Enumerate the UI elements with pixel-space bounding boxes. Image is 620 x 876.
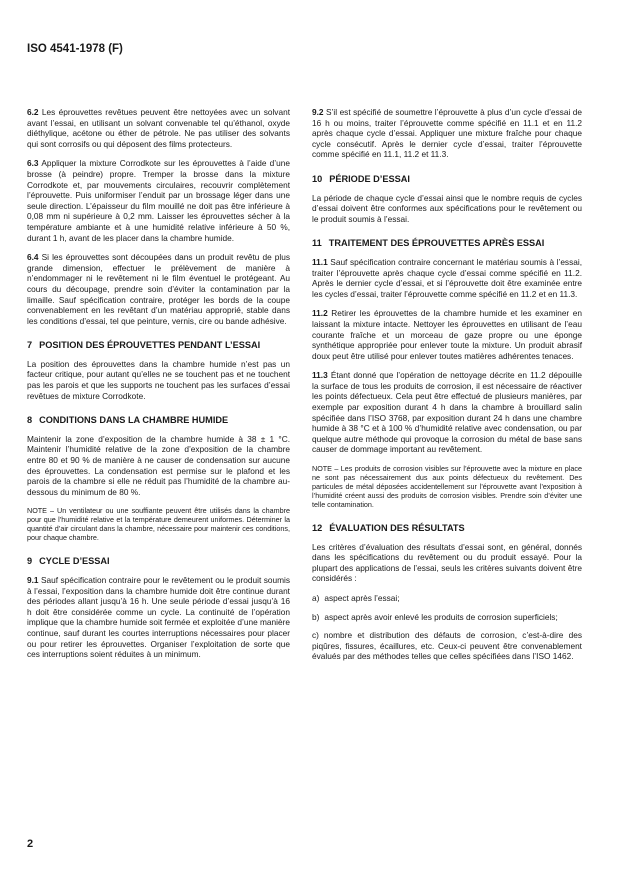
list-item [312, 593, 582, 604]
clause-number: 11.2 [312, 308, 328, 319]
section-number: 7 [27, 340, 33, 351]
list-item-text: nombre et distribution des défauts de corrosion, c’est-à-dire des piqûres, fissures, écaillures, etc. Ceux-ci peuvent être convenablement évalués par des méthodes telles que celles spécifiées dans l’ISO 1462. [312, 630, 582, 662]
section-title: TRAITEMENT DES ÉPROUVETTES APRÈS ESSAI [328, 238, 545, 249]
clause-number: 6.3 [27, 158, 39, 169]
clause-number: 9.1 [27, 575, 39, 585]
clause-11-3 [312, 370, 582, 455]
section-heading-7 [27, 340, 290, 351]
clause-9-2 [312, 107, 582, 160]
section-number: 11 [312, 238, 322, 249]
clause-text: Étant donné que l’opération de nettoyage décrite en 11.2 dépouille la surface de tous les produits de corrosion, il est nécessaire de réactiver les points défectueux. Cela peut être effectué de plusieurs manières, par exemple par exposition durant 4 h dans la chambre à brouillard salin spécifiée dans l’ISO 3768, par exposition durant 24 h dans une chambre humide à 38 °C et à 100 % d’humidité relative avec condensation, ou par quelque autre méthode qui provoque la corrosion du métal de base sans causer de dommage important au revêtement. [312, 370, 582, 455]
section-title: POSITION DES ÉPROUVETTES PENDANT L’ESSAI [39, 340, 261, 351]
section-7-text: La position des éprouvettes dans la chambre humide n’est pas un facteur critique, pour autant qu’elles ne se touchent pas et ne touchent pas les parois et que les supports ne touchent pas les surfaces d’essai revêtues de mixture Corrodkote. [27, 358, 290, 401]
section-title: CYCLE D’ESSAI [39, 556, 110, 567]
clause-text: Retirer les éprouvettes de la chambre humide et les examiner en laissant la mixture intacte. Nettoyer les éprouvettes en utilisant de l’eau courante fraîche et un morceau de gaze propre ou une éponge synthétique appropriée pour enlever toute la mixture. Un produit abrasif doux peut être utilisé pour enlever toutes matières adhérentes tenaces. [312, 308, 583, 361]
list-item-text: aspect après l’essai; [324, 593, 400, 603]
right-column [312, 107, 582, 670]
list-item-label: b) [312, 611, 320, 622]
clause-number: 11.3 [312, 370, 328, 381]
section-number: 12 [312, 523, 323, 534]
section-number: 9 [27, 556, 33, 567]
section-10-text: La période de chaque cycle d’essai ainsi que le nombre requis de cycles d’essai doivent être conformes aux spécifications pour le revêtement ou le produit soumis à l’essai. [312, 192, 582, 224]
clause-number: 9.2 [312, 107, 324, 117]
page-number: 2 [27, 838, 34, 850]
section-8-note: NOTE – Un ventilateur ou une souffiante peuvent être utilisés dans la chambre pour que l’humidité relative et la température demeurent uniformes. Déterminer la quantité d’air circulant dans la chambre, nécessaire pour maintenir ces conditions, pour chaque chambre. [27, 506, 290, 543]
section-heading-11 [312, 238, 582, 249]
clause-9-1 [27, 575, 290, 660]
left-column [27, 107, 290, 669]
clause-11-2 [312, 308, 582, 361]
list-item [312, 612, 582, 623]
clause-11-1 [312, 257, 582, 299]
section-12-text: Les critères d’évaluation des résultats d’essai sont, en général, donnés dans les spécifications du revêtement ou du produit essayé. Pour la plupart des applications de l’essai, seuls les critères suivants doivent être considérés : [312, 541, 582, 584]
section-number: 8 [27, 415, 33, 426]
clause-text: Si les éprouvettes sont découpées dans un produit revêtu de plus grande dimension, effectuer le prélèvement de manière à n’endommager ni le revêtement ni le film éventuel le protégeant. Au cours du découpage, prendre soin d’éviter la contamination par la limaille. Sauf spécification contraire, protéger les bords de la coupe convenablement en les revêtant d’un matériau approprié, stable dans les conditions d’essai, tel que peinture, vernis, cire ou bande adhésive. [27, 252, 290, 326]
section-number: 10 [312, 173, 323, 184]
document-header: ISO 4541-1978 (F) [27, 43, 123, 55]
clause-6-2 [27, 107, 290, 149]
clause-text: Sauf spécification contraire concernant le matériau soumis à l’essai, traiter l’éprouvette après chaque cycle d’essai comme spécifié en 11.2. Après le dernier cycle d’essai, et si l’éprouvette doit être examinée entre les cycles d’essai, traiter l’éprouvette comme spécifié en 11.2 et en 11.3. [312, 256, 582, 299]
clause-number: 11.1 [312, 256, 328, 267]
section-title: PÉRIODE D’ESSAI [329, 173, 410, 184]
clause-text: Les éprouvettes revêtues peuvent être nettoyées avec un solvant avant l’essai, en utilisant un solvant convenable tel qu’éthanol, oxyde diéthylique, acétone ou éther de pétrole. Ne pas utiliser des solvants qui sont corrosifs ou qui déposent des films protecteurs. [27, 107, 290, 149]
section-title: ÉVALUATION DES RÉSULTATS [329, 523, 465, 534]
clause-text: Sauf spécification contraire pour le revêtement ou le produit soumis à l’essai, l’exposition dans la chambre humide doit être continue durant des périodes allant jusqu’à 16 h. Une seule période d’essai jusqu’à 16 h doit être considérée comme un cycle. La continuité de l’opération implique que la chambre humide soit fermée et exploitée d’une manière continue, sauf durant les courtes interruptions nécessaires pour placer ou pour retirer les éprouvettes. Organiser l’exploitation de sorte que ces interruptions soient réduites à un minimum. [27, 575, 291, 660]
list-item-label: a) [312, 593, 320, 603]
clause-number: 6.2 [27, 107, 39, 117]
section-heading-9 [27, 556, 290, 567]
section-heading-8 [27, 415, 290, 426]
clause-6-3 [27, 158, 290, 243]
section-11-note: NOTE – Les produits de corrosion visibles sur l’éprouvette avec la mixture en place ne sont pas nécessairement dus aux points défectueux du revêtement. Des particules de métal déposées accidentellement sur l’éprouvette avant l’exposition à l’humidité créent aussi des produits de corrosion visibles. Prendre soin d’éviter une telle contamination. [312, 464, 582, 510]
list-item [312, 630, 582, 662]
section-heading-10 [312, 174, 582, 185]
clause-text: Appliquer la mixture Corrodkote sur les éprouvettes à l’aide d’une brosse (à peindre) propre. Tremper la brosse dans la mixture Corrodkote et, par mouvements circulaires, recouvrir complètement l’éprouvette. Puis uniformiser l’enduit par un brossage léger dans une seule direction. L’épaisseur du film mouillé ne doit pas être inférieure à 0,08 mm ni supérieure à 0,2 mm. Laisser les éprouvettes sécher à la température ambiante et à une humidité relative inférieure à 50 %, durant 1 h, avant de les placer dans la chambre humide. [27, 158, 290, 243]
clause-text: S’il est spécifié de soumettre l’éprouvette à plus d’un cycle d’essai de 16 h ou moins, traiter l’éprouvette comme spécifié en 11.1 et en 11.2 après chaque cycle d’essai. Appliquer une mixture fraîche pour chaque cycle consécutif. Après le dernier cycle d’essai, traiter l’éprouvette comme spécifié en 11.1, 11.2 et 11.3. [312, 107, 582, 160]
list-item-label: c) [312, 630, 319, 641]
clause-number: 6.4 [27, 252, 39, 263]
list-item-text: aspect après avoir enlevé les produits de corrosion superficiels; [324, 611, 558, 622]
section-title: CONDITIONS DANS LA CHAMBRE HUMIDE [39, 415, 229, 426]
section-heading-12 [312, 523, 582, 534]
clause-6-4 [27, 252, 290, 326]
section-8-text: Maintenir la zone d’exposition de la chambre humide à 38 ± 1 °C. Maintenir l’humidité relative de la zone d’exposition de la chambre entre 80 et 90 % de manière à ne causer de condensation sur aucune des éprouvettes. La condensation est permise sur le plafond et les parois de la chambre si elle ne réduit pas l’humidité de la chambre au-dessous du minimum de 80 %. [27, 433, 290, 497]
